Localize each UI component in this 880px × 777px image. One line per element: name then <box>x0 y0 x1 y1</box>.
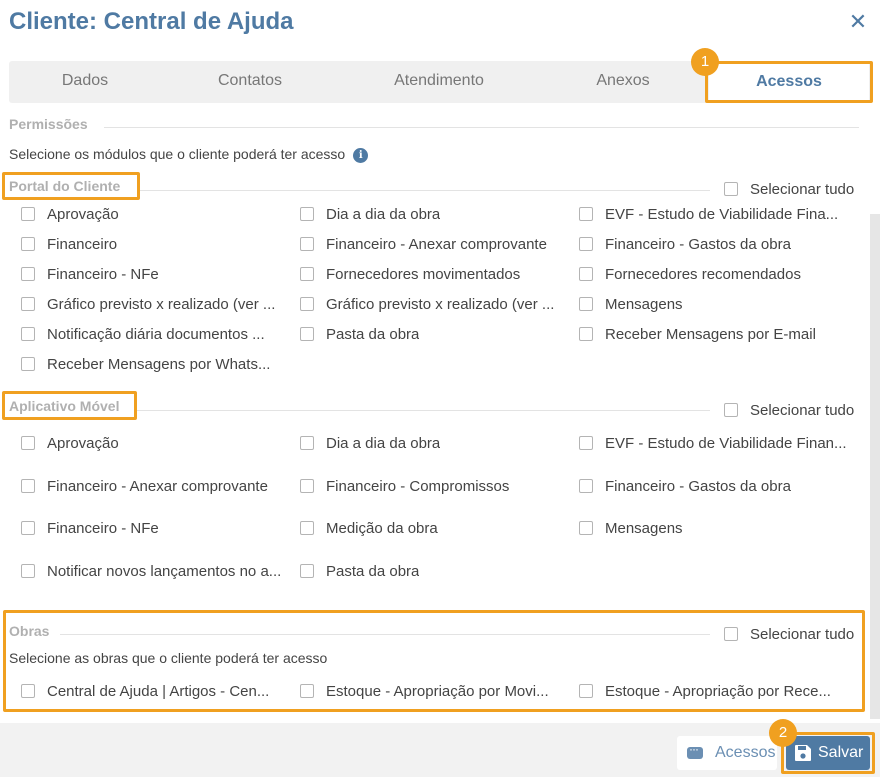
portal-section-title: Portal do Cliente <box>9 178 121 194</box>
app-checkbox[interactable]: Financeiro - NFe <box>21 518 286 538</box>
app-checkbox[interactable]: Financeiro - Compromissos <box>300 476 565 496</box>
portal-checkbox[interactable]: EVF - Estudo de Viabilidade Fina... <box>579 204 849 224</box>
portal-checkbox[interactable]: Receber Mensagens por Whats... <box>21 354 286 374</box>
portal-select-all[interactable]: Selecionar tudo <box>724 179 854 199</box>
obras-checkbox[interactable]: Central de Ajuda | Artigos - Cen... <box>21 681 286 701</box>
info-icon[interactable]: i <box>353 148 368 163</box>
obras-description: Selecione as obras que o cliente poderá ter acesso <box>9 650 328 666</box>
portal-checkbox[interactable]: Financeiro <box>21 234 286 254</box>
app-checkbox[interactable]: EVF - Estudo de Viabilidade Finan... <box>579 433 849 453</box>
tab-contatos[interactable]: Contatos <box>217 72 283 89</box>
checkbox-icon <box>300 564 314 578</box>
tab-anexos[interactable]: Anexos <box>596 72 650 89</box>
portal-checkbox[interactable]: Mensagens <box>579 294 849 314</box>
checkbox-icon <box>300 327 314 341</box>
checkbox-icon <box>21 267 35 281</box>
permissions-description: Selecione os módulos que o cliente poderá ter acesso i <box>9 146 368 163</box>
tab-dados[interactable]: Dados <box>61 72 109 89</box>
scrollbar[interactable] <box>870 214 880 719</box>
acessos-button[interactable]: ··· Acessos <box>677 736 777 770</box>
checkbox-icon <box>21 207 35 221</box>
app-checkbox[interactable]: Pasta da obra <box>300 561 565 581</box>
checkbox-icon <box>579 297 593 311</box>
app-checkbox[interactable]: Financeiro - Gastos da obra <box>579 476 849 496</box>
obras-checkbox[interactable]: Estoque - Apropriação por Rece... <box>579 681 844 701</box>
checkbox-icon <box>300 684 314 698</box>
portal-checkbox[interactable]: Financeiro - Gastos da obra <box>579 234 849 254</box>
checkbox-icon <box>21 521 35 535</box>
app-checkbox[interactable]: Financeiro - Anexar comprovante <box>21 476 286 496</box>
checkbox-icon <box>21 357 35 371</box>
checkbox-icon <box>579 327 593 341</box>
checkbox-icon <box>724 182 738 196</box>
obras-select-all[interactable]: Selecionar tudo <box>724 624 854 644</box>
checkbox-icon <box>21 327 35 341</box>
tab-acessos[interactable]: Acessos <box>709 64 869 102</box>
checkbox-icon <box>21 479 35 493</box>
checkbox-icon <box>579 207 593 221</box>
app-checkbox[interactable]: Aprovação <box>21 433 286 453</box>
checkbox-icon <box>579 684 593 698</box>
checkbox-icon <box>300 521 314 535</box>
checkbox-icon <box>724 627 738 641</box>
permissions-title: Permissões <box>9 116 88 132</box>
checkbox-icon <box>21 237 35 251</box>
checkbox-icon <box>21 436 35 450</box>
portal-checkbox[interactable]: Aprovação <box>21 204 286 224</box>
checkbox-icon <box>300 297 314 311</box>
checkbox-icon <box>300 267 314 281</box>
save-button[interactable]: Salvar <box>786 736 870 770</box>
divider <box>104 127 859 128</box>
app-checkbox[interactable]: Medição da obra <box>300 518 565 538</box>
portal-checkbox[interactable]: Fornecedores recomendados <box>579 264 849 284</box>
chat-icon <box>687 747 703 759</box>
checkbox-icon <box>579 436 593 450</box>
portal-checkbox[interactable]: Pasta da obra <box>300 324 565 344</box>
dialog-title: Cliente: Central de Ajuda <box>9 8 294 35</box>
portal-checkbox[interactable]: Dia a dia da obra <box>300 204 565 224</box>
step-badge-1: 1 <box>691 48 719 76</box>
checkbox-icon <box>300 237 314 251</box>
checkbox-icon <box>21 684 35 698</box>
checkbox-icon <box>300 479 314 493</box>
floppy-disk-icon <box>794 744 812 762</box>
app-select-all[interactable]: Selecionar tudo <box>724 400 854 420</box>
divider <box>137 410 710 411</box>
obras-section-title: Obras <box>9 623 50 639</box>
app-section-title: Aplicativo Móvel <box>9 398 120 414</box>
portal-checkbox[interactable]: Gráfico previsto x realizado (ver ... <box>300 294 565 314</box>
tab-bar <box>9 61 871 103</box>
step-badge-2: 2 <box>769 719 797 747</box>
portal-checkbox[interactable]: Notificação diária documentos ... <box>21 324 286 344</box>
portal-checkbox[interactable]: Fornecedores movimentados <box>300 264 565 284</box>
divider <box>60 634 710 635</box>
checkbox-icon <box>21 564 35 578</box>
checkbox-icon <box>300 207 314 221</box>
obras-checkbox[interactable]: Estoque - Apropriação por Movi... <box>300 681 565 701</box>
app-checkbox[interactable]: Notificar novos lançamentos no a... <box>21 561 289 581</box>
portal-checkbox[interactable]: Financeiro - NFe <box>21 264 286 284</box>
divider <box>140 190 710 191</box>
checkbox-icon <box>724 403 738 417</box>
checkbox-icon <box>579 237 593 251</box>
checkbox-icon <box>579 521 593 535</box>
checkbox-icon <box>579 267 593 281</box>
app-checkbox[interactable]: Dia a dia da obra <box>300 433 565 453</box>
portal-checkbox[interactable]: Gráfico previsto x realizado (ver ... <box>21 294 286 314</box>
checkbox-icon <box>579 479 593 493</box>
close-icon[interactable]: ✕ <box>848 9 868 34</box>
checkbox-icon <box>300 436 314 450</box>
checkbox-icon <box>21 297 35 311</box>
app-checkbox[interactable]: Mensagens <box>579 518 849 538</box>
portal-checkbox[interactable]: Financeiro - Anexar comprovante <box>300 234 565 254</box>
tab-atendimento[interactable]: Atendimento <box>394 72 484 89</box>
portal-checkbox[interactable]: Receber Mensagens por E-mail <box>579 324 849 344</box>
